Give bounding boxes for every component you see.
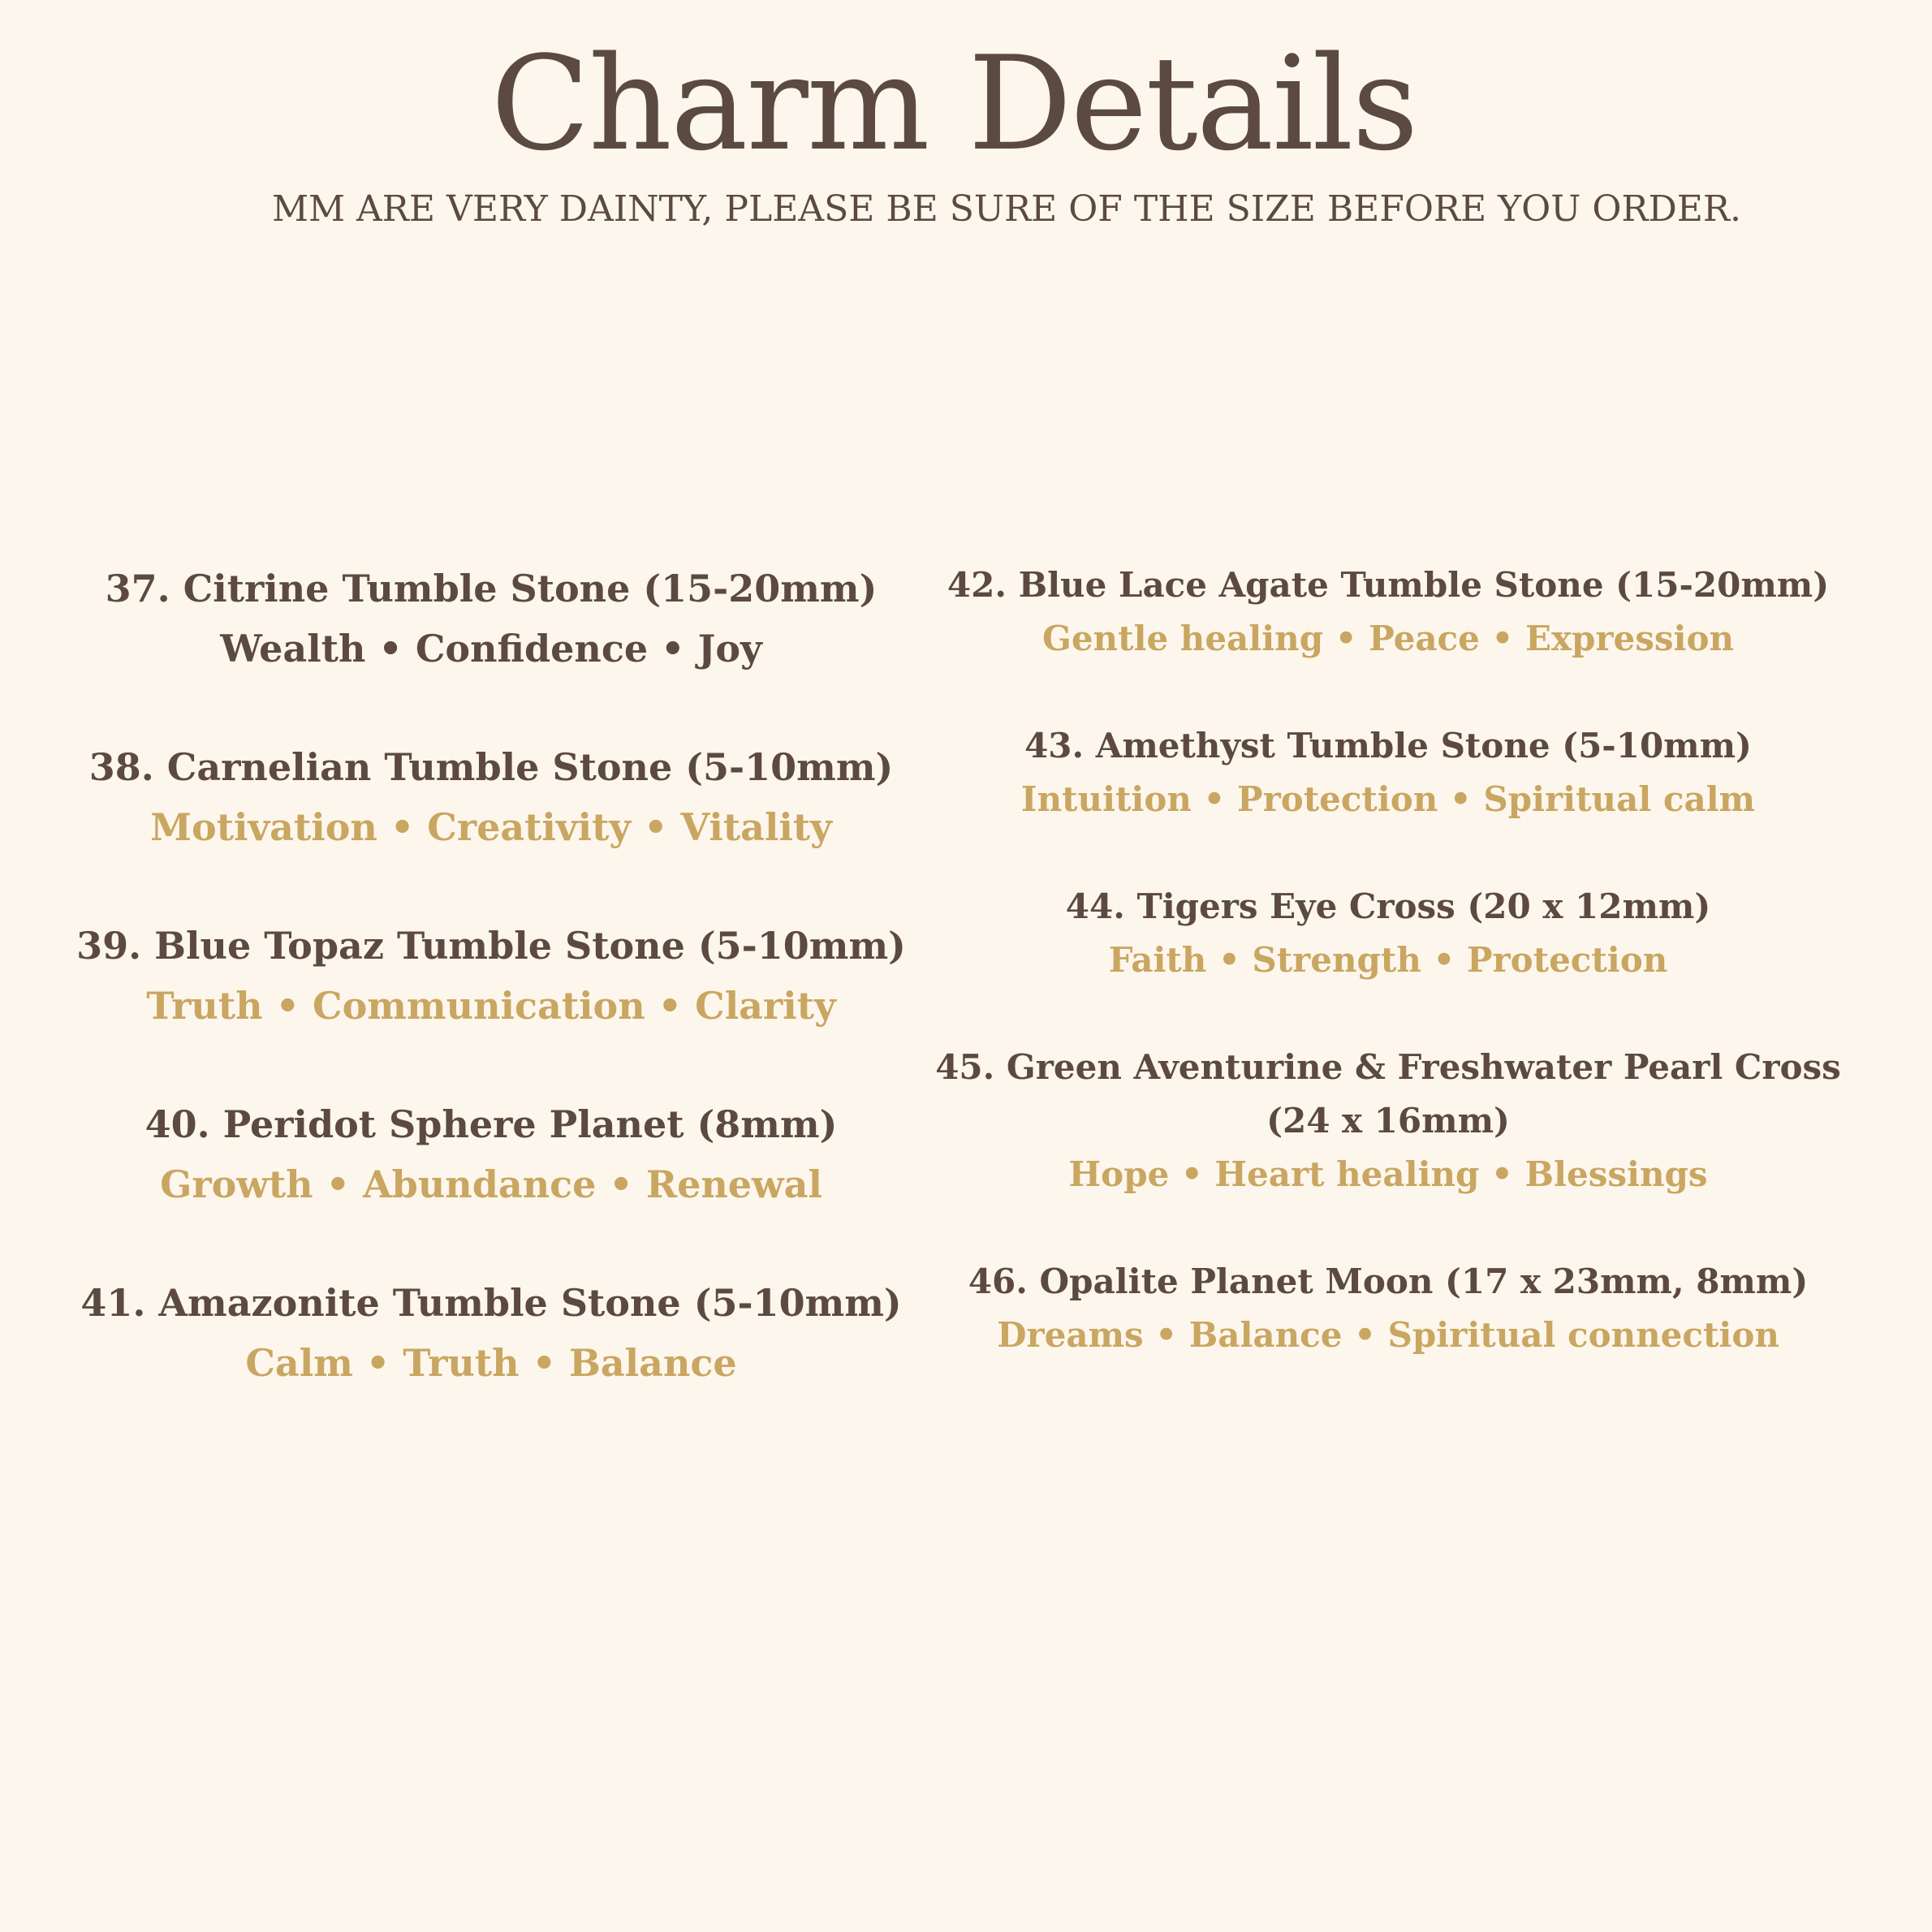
charm-properties: Motivation • Creativity • Vitality bbox=[150, 805, 832, 849]
charm-item-44 bbox=[901, 880, 1875, 987]
charm-title: 46. Opalite Planet Moon (17 x 23mm, 8mm) bbox=[968, 1261, 1809, 1301]
charm-title: 41. Amazonite Tumble Stone (5-10mm) bbox=[80, 1281, 902, 1325]
charm-title: 44. Tigers Eye Cross (20 x 12mm) bbox=[1065, 886, 1711, 926]
charm-item-39 bbox=[65, 916, 917, 1036]
left-charm-list bbox=[65, 558, 917, 1451]
charm-item-46 bbox=[901, 1255, 1875, 1362]
charm-properties: Gentle healing • Peace • Expression bbox=[1041, 619, 1735, 658]
charm-properties: Hope • Heart healing • Blessings bbox=[1068, 1154, 1708, 1194]
charm-title: 43. Amethyst Tumble Stone (5-10mm) bbox=[1024, 726, 1752, 765]
charm-properties: Faith • Strength • Protection bbox=[1108, 940, 1668, 980]
charm-title: 39. Blue Topaz Tumble Stone (5-10mm) bbox=[76, 924, 906, 968]
charm-properties: Dreams • Balance • Spiritual connection bbox=[997, 1315, 1779, 1355]
charm-properties: Calm • Truth • Balance bbox=[245, 1341, 737, 1385]
charm-item-38 bbox=[65, 737, 917, 857]
charm-title: 45. Green Aventurine & Freshwater Pearl Cross (24 x 16mm) bbox=[935, 1047, 1841, 1141]
charm-properties: Growth • Abundance • Renewal bbox=[160, 1162, 822, 1206]
charm-item-41 bbox=[65, 1273, 917, 1393]
charm-title: 37. Citrine Tumble Stone (15-20mm) bbox=[105, 567, 878, 610]
charm-item-40 bbox=[65, 1094, 917, 1214]
charm-properties: Wealth • Confidence • Joy bbox=[220, 627, 762, 671]
charm-title: 40. Peridot Sphere Planet (8mm) bbox=[144, 1102, 838, 1146]
charm-item-43 bbox=[901, 719, 1875, 826]
size-warning: MM ARE VERY DAINTY, PLEASE BE SURE OF THE SIZE BEFORE YOU ORDER. bbox=[271, 188, 1742, 230]
charm-item-37 bbox=[65, 558, 917, 679]
charm-title: 38. Carnelian Tumble Stone (5-10mm) bbox=[88, 745, 894, 789]
charm-properties: Truth • Communication • Clarity bbox=[146, 984, 836, 1028]
page-title: Charm Details bbox=[490, 28, 1417, 179]
charm-item-42 bbox=[901, 558, 1875, 666]
charm-properties: Intuition • Protection • Spiritual calm bbox=[1020, 779, 1756, 819]
charm-item-45 bbox=[901, 1041, 1875, 1201]
charm-title: 42. Blue Lace Agate Tumble Stone (15-20mm) bbox=[947, 565, 1830, 605]
right-charm-list bbox=[901, 558, 1875, 1416]
